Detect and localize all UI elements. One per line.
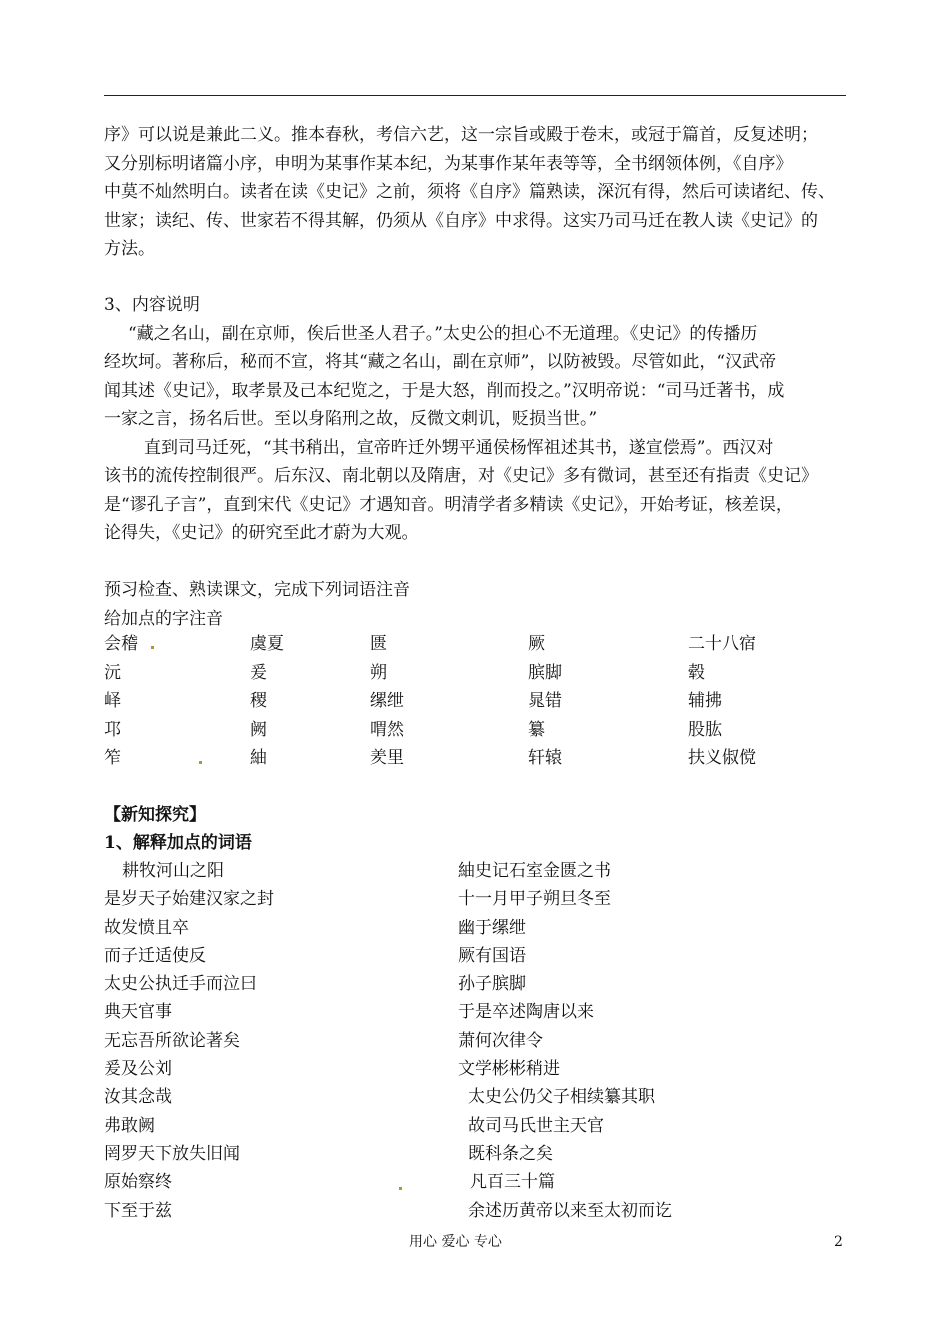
grid-cell: 沅 xyxy=(104,662,121,683)
grid-cell: 毂 xyxy=(688,662,705,683)
phrase-row xyxy=(104,1197,844,1225)
phrase-right: 凡百三十篇 xyxy=(470,1172,555,1193)
phrase-row xyxy=(104,970,844,998)
phrase-row xyxy=(104,942,844,970)
header-rule xyxy=(104,95,846,96)
grid-cell: 扶义俶傥 xyxy=(688,748,756,768)
text-line: 中莫不灿然明白。读者在读《史记》之前，须将《自序》篇熟读，深沉有得，然后可读诸纪、传、 xyxy=(104,182,835,202)
section-subheading: 1、解释加点的词语 xyxy=(104,833,252,853)
phrase-right: 文学彬彬稍进 xyxy=(458,1059,560,1080)
phrase-left: 故发愤且卒 xyxy=(104,917,189,938)
phrase-left: 原始察终 xyxy=(104,1172,172,1193)
phrase-right: 故司马氏世主天官 xyxy=(468,1115,604,1136)
scan-speck xyxy=(199,761,202,764)
text-line: 论得失，《史记》的研究至此才蔚为大观。 xyxy=(104,523,419,543)
new-knowledge-section xyxy=(104,801,252,857)
grid-cell: 喟然 xyxy=(370,719,404,740)
phrase-left: 汝其念哉 xyxy=(104,1087,172,1108)
grid-row xyxy=(104,659,864,688)
phrase-right: 既科条之矣 xyxy=(468,1143,553,1164)
grid-cell: 厥 xyxy=(528,634,545,654)
preview-line: 预习检查、熟读课文，完成下列词语注音 xyxy=(104,580,410,600)
grid-cell: 缧绁 xyxy=(370,691,404,711)
phrase-row xyxy=(104,998,844,1026)
text-line: 经坎坷。著称后，秘而不宣，将其“藏之名山，副在京师”，以防被毁。尽管如此，“汉武帝 xyxy=(104,352,777,372)
phrase-row xyxy=(104,1168,844,1196)
section-heading: 【新知探究】 xyxy=(104,805,206,825)
phrase-row xyxy=(104,914,844,942)
text-line: 一家之言，扬名后世。至以身陷刑之故，反微文刺讥，贬损当世。” xyxy=(104,409,598,429)
grid-row xyxy=(104,687,864,716)
grid-cell: 紬 xyxy=(250,748,267,768)
grid-cell: 羑里 xyxy=(370,748,404,768)
phrase-right: 紬史记石室金匮之书 xyxy=(458,861,611,881)
grid-cell: 纂 xyxy=(528,719,545,740)
phrase-left: 耕牧河山之阳 xyxy=(122,861,224,881)
phrase-right: 厥有国语 xyxy=(458,945,526,966)
phrase-right: 于是卒述陶唐以来 xyxy=(458,1002,594,1023)
phrase-row xyxy=(104,1055,844,1083)
phrase-left: 而子迁适使反 xyxy=(104,945,206,966)
phrase-right: 十一月甲子朔旦冬至 xyxy=(458,889,611,910)
grid-cell: 阙 xyxy=(250,719,267,740)
grid-row xyxy=(104,630,864,659)
grid-cell: 会稽 xyxy=(104,634,138,654)
grid-cell: 笮 xyxy=(104,748,121,768)
phrase-left: 是岁天子始建汉家之封 xyxy=(104,889,274,910)
phrase-right: 太史公仍父子相续纂其职 xyxy=(468,1087,655,1108)
phrase-row xyxy=(104,1112,844,1140)
phrase-left: 太史公执迁手而泣曰 xyxy=(104,974,257,995)
grid-cell: 股肱 xyxy=(688,719,722,740)
phrase-right: 幽于缧绁 xyxy=(458,917,526,938)
page-number: 2 xyxy=(834,1234,843,1250)
grid-cell: 辅拂 xyxy=(688,691,722,711)
scan-speck xyxy=(151,646,154,649)
section-heading: 3、内容说明 xyxy=(104,295,200,315)
grid-cell: 朔 xyxy=(370,662,387,683)
grid-cell: 二十八宿 xyxy=(688,634,756,654)
text-line: 是“谬孔子言”，直到宋代《史记》才遇知音。明清学者多精读《史记》，开始考证，核差误， xyxy=(104,494,793,515)
phrase-list xyxy=(104,857,844,1225)
grid-cell: 匮 xyxy=(370,634,387,654)
text-line: 又分别标明诸篇小序，申明为某事作某本纪，为某事作某年表等等，全书纲领体例，《自序》 xyxy=(104,153,793,174)
phrase-row xyxy=(104,885,844,913)
footer-text: 用心 爱心 专心 xyxy=(409,1234,502,1250)
grid-row xyxy=(104,716,864,745)
phrase-row xyxy=(104,857,844,885)
grid-cell: 稷 xyxy=(250,691,267,711)
phrase-right: 萧何次律令 xyxy=(458,1030,543,1051)
phrase-left: 弗敢阙 xyxy=(104,1115,155,1136)
grid-cell: 爰 xyxy=(250,662,267,683)
text-line: 序》可以说是兼此二义。推本春秋，考信六艺，这一宗旨或殿于卷末，或冠于篇首，反复述明； xyxy=(104,125,818,145)
grid-cell: 峄 xyxy=(104,691,121,711)
section-3 xyxy=(104,291,818,548)
text-line: 闻其述《史记》，取孝景及己本纪览之，于是大怒，削而投之。”汉明帝说：“司马迁著书，成 xyxy=(104,380,785,401)
grid-cell: 膑脚 xyxy=(528,662,562,683)
grid-cell: 虞夏 xyxy=(250,634,284,654)
preview-instructions xyxy=(104,576,410,633)
text-line: “藏之名山，副在京师，俟后世圣人君子。”太史公的担心不无道理。《史记》的传播历 xyxy=(128,323,758,344)
grid-cell: 邛 xyxy=(104,719,121,740)
phrase-left: 典天官事 xyxy=(104,1002,172,1023)
grid-cell: 晁错 xyxy=(528,691,562,711)
phrase-left: 罔罗天下放失旧闻 xyxy=(104,1143,240,1164)
phrase-right: 孙子膑脚 xyxy=(458,974,526,995)
grid-cell: 轩辕 xyxy=(528,748,562,768)
pinyin-grid xyxy=(104,630,864,773)
phrase-left: 无忘吾所欲论著矣 xyxy=(104,1030,240,1051)
grid-row xyxy=(104,744,864,773)
text-line: 该书的流传控制很严。后东汉、南北朝以及隋唐，对《史记》多有微词，甚至还有指责《史记》 xyxy=(104,466,818,486)
phrase-left: 爰及公刘 xyxy=(104,1059,172,1080)
text-line: 直到司马迁死，“其书稍出，宣帝旿迁外甥平通侯杨恽祖述其书，遂宣偿焉”。西汉对 xyxy=(144,437,774,458)
preview-line: 给加点的字注音 xyxy=(104,608,223,629)
phrase-row xyxy=(104,1083,844,1111)
text-line: 方法。 xyxy=(104,239,155,259)
phrase-row xyxy=(104,1140,844,1168)
text-line: 世家；读纪、传、世家若不得其解，仍须从《自序》中求得。这实乃司马迁在教人读《史记》的 xyxy=(104,210,818,231)
phrase-row xyxy=(104,1027,844,1055)
phrase-left: 下至于兹 xyxy=(104,1200,172,1221)
phrase-right: 余述历黄帝以来至太初而讫 xyxy=(468,1200,672,1221)
scan-speck xyxy=(399,1187,402,1190)
intro-paragraph xyxy=(104,121,835,264)
